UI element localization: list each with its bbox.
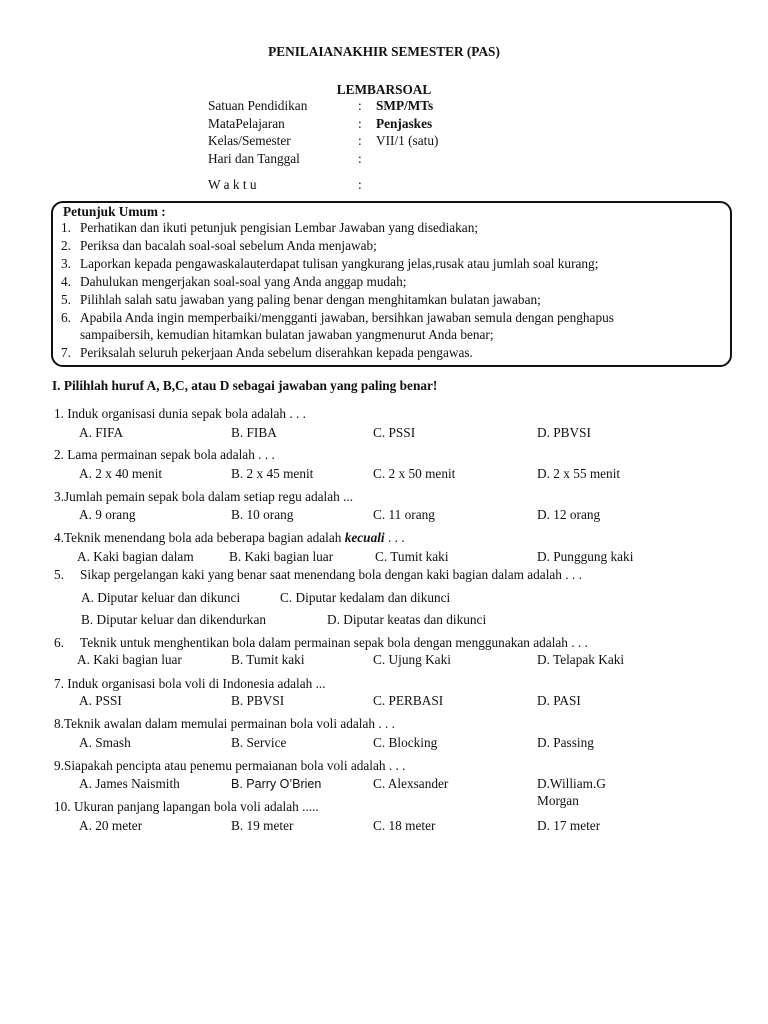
instruction-number: 7. — [61, 345, 71, 360]
option-b: B. Kaki bagian luar — [229, 549, 334, 564]
option-b: B. Diputar keluar dan dikendurkan — [81, 612, 266, 627]
instruction-text: Apabila Anda ingin memperbaiki/mengganti jawaban, bersihkan jawaban semula dengan penghapus — [80, 310, 614, 325]
question-2: 2. Lama permainan sepak bola adalah . . . — [54, 447, 275, 462]
question-4 — [54, 530, 405, 546]
option-a: A. 9 orang — [79, 507, 136, 522]
option-b: B. 19 meter — [231, 818, 294, 833]
option-b: B. Service — [231, 735, 287, 750]
page-title: PENILAIANAKHIR SEMESTER (PAS) — [268, 44, 500, 59]
option-d: D. Diputar keatas dan dikunci — [327, 612, 487, 627]
identity-label: W a k t u — [208, 177, 257, 192]
question-7: 7. Induk organisasi bola voli di Indonesia adalah ... — [54, 676, 326, 691]
option-c: C. Alexsander — [373, 776, 449, 791]
question-5-number: 5. — [54, 567, 64, 582]
instruction-text: Pilihlah salah satu jawaban yang paling benar dengan menghitamkan bulatan jawaban; — [80, 292, 541, 307]
instruction-number: 6. — [61, 310, 71, 325]
option-b: B. Tumit kaki — [231, 652, 305, 667]
option-a: A. 2 x 40 menit — [79, 466, 163, 481]
identity-label: Kelas/Semester — [208, 133, 291, 148]
identity-label: MataPelajaran — [208, 116, 285, 131]
instruction-number: 4. — [61, 274, 71, 289]
option-d: D. Telapak Kaki — [537, 652, 625, 667]
option-d-continued: Morgan — [537, 793, 579, 808]
identity-label: Hari dan Tanggal — [208, 151, 300, 166]
identity-colon: : — [358, 177, 362, 192]
option-d: D. 2 x 55 menit — [537, 466, 621, 481]
option-b: B. Parry O’Brien — [231, 777, 322, 791]
question-6: Teknik untuk menghentikan bola dalam permainan sepak bola dengan menggunakan adalah . . . — [80, 635, 588, 650]
option-a: A. PSSI — [79, 693, 122, 708]
instruction-number: 3. — [61, 256, 71, 271]
option-c: C. Tumit kaki — [375, 549, 449, 564]
option-c: C. Diputar kedalam dan dikunci — [280, 590, 451, 605]
instruction-number: 5. — [61, 292, 71, 307]
identity-colon: : — [358, 116, 362, 131]
question-4-emphasis: kecuali — [344, 530, 385, 545]
option-b: B. PBVSI — [231, 693, 285, 708]
instruction-text: Perhatikan dan ikuti petunjuk pengisian Lembar Jawaban yang disediakan; — [80, 220, 479, 235]
option-a: A. Diputar keluar dan dikunci — [81, 590, 241, 605]
option-d: D.William.G — [537, 776, 606, 791]
option-d: D. Passing — [537, 735, 594, 750]
option-d: D. 17 meter — [537, 818, 601, 833]
page-subtitle: LEMBARSOAL — [336, 82, 432, 97]
instruction-text: Laporkan kepada pengawaskalauterdapat tulisan yangkurang jelas,rusak atau jumlah soal kurang; — [80, 256, 599, 271]
question-4-ellipsis: . . . — [384, 530, 405, 545]
option-c: C. Ujung Kaki — [373, 652, 451, 667]
option-a: A. 20 meter — [79, 818, 143, 833]
question-6-number: 6. — [54, 635, 64, 650]
question-3: 3.Jumlah pemain sepak bola dalam setiap regu adalah ... — [54, 489, 354, 504]
question-8: 8.Teknik awalan dalam memulai permainan bola voli adalah . . . — [54, 716, 395, 731]
instructions-title: Petunjuk Umum : — [63, 204, 166, 219]
instruction-text: Periksa dan bacalah soal-soal sebelum Anda menjawab; — [80, 238, 377, 253]
question-9: 9.Siapakah pencipta atau penemu permaianan bola voli adalah . . . — [54, 758, 406, 773]
question-10: 10. Ukuran panjang lapangan bola voli adalah ..... — [54, 799, 319, 814]
option-a: A. James Naismith — [79, 776, 180, 791]
instruction-number: 2. — [61, 238, 71, 253]
option-b: B. FIBA — [231, 425, 277, 440]
option-c: C. 18 meter — [373, 818, 436, 833]
identity-colon: : — [358, 151, 362, 166]
option-d: D. PBVSI — [537, 425, 591, 440]
option-d: D. 12 orang — [537, 507, 601, 522]
option-b: B. 2 x 45 menit — [231, 466, 314, 481]
option-c: C. Blocking — [373, 735, 438, 750]
option-b: B. 10 orang — [231, 507, 294, 522]
question-4-text: 4.Teknik menendang bola ada beberapa bagian adalah — [54, 530, 345, 545]
option-a: A. FIFA — [79, 425, 124, 440]
question-1: 1. Induk organisasi dunia sepak bola adalah . . . — [54, 406, 306, 421]
instruction-text: Dahulukan mengerjakan soal-soal yang Anda anggap mudah; — [80, 274, 407, 289]
identity-label: Satuan Pendidikan — [208, 98, 308, 113]
option-a: A. Kaki bagian dalam — [77, 549, 194, 564]
instruction-text-continued: sampaibersih, kemudian hitamkan bulatan jawaban yangmenurut Anda benar; — [80, 327, 494, 342]
identity-value: SMP/MTs — [376, 98, 434, 113]
instruction-number: 1. — [61, 220, 71, 235]
instruction-text: Periksalah seluruh pekerjaan Anda sebelum diserahkan kepada pengawas. — [80, 345, 473, 360]
section-title: I. Pilihlah huruf A, B,C, atau D sebagai jawaban yang paling benar! — [52, 378, 438, 393]
option-c: C. PERBASI — [373, 693, 444, 708]
option-d: D. Punggung kaki — [537, 549, 634, 564]
option-d: D. PASI — [537, 693, 581, 708]
option-c: C. PSSI — [373, 425, 416, 440]
question-5: Sikap pergelangan kaki yang benar saat menendang bola dengan kaki bagian dalam adalah . . . — [80, 567, 582, 582]
identity-colon: : — [358, 98, 362, 113]
option-c: C. 11 orang — [373, 507, 435, 522]
option-a: A. Kaki bagian luar — [77, 652, 182, 667]
option-a: A. Smash — [79, 735, 131, 750]
identity-colon: : — [358, 133, 362, 148]
identity-value: Penjaskes — [376, 116, 433, 131]
identity-value: VII/1 (satu) — [376, 133, 439, 148]
option-c: C. 2 x 50 menit — [373, 466, 456, 481]
